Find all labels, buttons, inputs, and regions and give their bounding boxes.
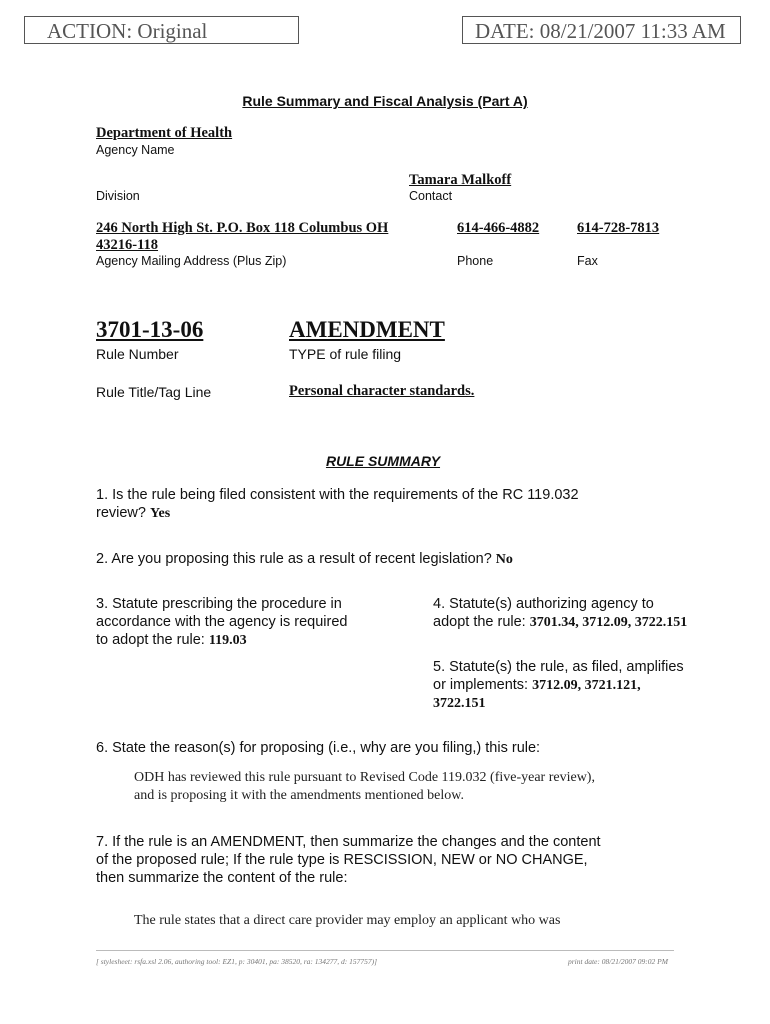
address-line-2: 43216-118 <box>96 237 159 253</box>
question-1-line-2 <box>96 504 696 523</box>
question-3-line-2: accordance with the agency is required <box>96 614 348 630</box>
question-7 <box>96 833 736 887</box>
question-6-answer <box>134 769 734 805</box>
question-3 <box>96 595 396 650</box>
rule-summary-heading: RULE SUMMARY <box>325 453 441 469</box>
footer-left-text: [ stylesheet: rsfa.xsl 2.06, authoring tool: EZ1, p: 30401, pa: 38520, ra: 134277, d: 157757)] <box>96 957 378 966</box>
question-6-answer-line-1: ODH has reviewed this rule pursuant to Revised Code 119.032 (five-year review), <box>134 770 595 785</box>
page-title: Rule Summary and Fiscal Analysis (Part A) <box>242 93 528 109</box>
question-5-answer-1: 3712.09, 3721.121, <box>532 678 641 693</box>
question-3-text: to adopt the rule: <box>96 632 205 648</box>
question-5-line-2 <box>433 676 753 695</box>
action-box <box>24 16 299 44</box>
mailing-address-label: Agency Mailing Address (Plus Zip) <box>96 254 287 268</box>
question-5-line-1: 5. Statute(s) the rule, as filed, amplifies <box>433 659 684 675</box>
date-box <box>462 16 741 44</box>
phone-value: 614-466-4882 <box>457 220 540 236</box>
question-7-line-1: 7. If the rule is an AMENDMENT, then summarize the changes and the content <box>96 834 601 850</box>
question-2-text: 2. Are you proposing this rule as a result of recent legislation? <box>96 551 492 567</box>
question-7-line-2: of the proposed rule; If the rule type is RESCISSION, NEW or NO CHANGE, <box>96 852 588 868</box>
rule-type-value: AMENDMENT <box>289 317 445 342</box>
rule-title-label: Rule Title/Tag Line <box>96 384 212 400</box>
question-5 <box>433 658 753 713</box>
contact-value: Tamara Malkoff <box>409 172 512 188</box>
question-4-line-2 <box>433 613 753 632</box>
agency-name-label: Agency Name <box>96 143 175 157</box>
question-3-line-3 <box>96 631 396 650</box>
fax-label: Fax <box>577 254 598 268</box>
agency-name-value: Department of Health <box>96 125 233 141</box>
question-1-line-1: 1. Is the rule being filed consistent with the requirements of the RC 119.032 <box>96 487 579 503</box>
phone-label: Phone <box>457 254 494 268</box>
rule-number-label: Rule Number <box>96 346 179 362</box>
question-5-text: or implements: <box>433 677 529 693</box>
footer-print-date: print date: 08/21/2007 09:02 PM <box>568 957 668 966</box>
date-text: DATE: 08/21/2007 11:33 AM <box>475 19 726 43</box>
question-4 <box>433 595 753 632</box>
address-line-1: 246 North High St. P.O. Box 118 Columbus OH <box>96 220 389 236</box>
contact-label: Contact <box>409 189 453 203</box>
question-3-answer: 119.03 <box>208 633 247 648</box>
question-2 <box>96 550 736 569</box>
question-4-text: adopt the rule: <box>433 614 526 630</box>
action-text: ACTION: Original <box>47 19 208 43</box>
mailing-address-value <box>96 220 388 254</box>
question-2-answer: No <box>495 552 513 567</box>
question-1-answer: Yes <box>150 506 171 521</box>
question-7-answer: The rule states that a direct care provider may employ an applicant who was <box>134 913 561 928</box>
rule-number-value: 3701-13-06 <box>96 317 204 342</box>
question-4-answer: 3701.34, 3712.09, 3722.151 <box>529 615 688 630</box>
fax-value: 614-728-7813 <box>577 220 660 236</box>
question-6-answer-line-2: and is proposing it with the amendments mentioned below. <box>134 788 464 803</box>
rule-title-value: Personal character standards. <box>289 383 475 399</box>
question-6: 6. State the reason(s) for proposing (i.e., why are you filing,) this rule: <box>96 740 541 756</box>
question-3-line-1: 3. Statute prescribing the procedure in <box>96 596 342 612</box>
division-label: Division <box>96 189 140 203</box>
question-1-text: review? <box>96 505 146 521</box>
rule-type-label: TYPE of rule filing <box>289 346 402 362</box>
question-4-line-1: 4. Statute(s) authorizing agency to <box>433 596 654 612</box>
question-7-line-3: then summarize the content of the rule: <box>96 870 348 886</box>
question-5-answer-2: 3722.151 <box>433 696 486 711</box>
question-1 <box>96 486 696 523</box>
footer-divider <box>96 950 674 951</box>
